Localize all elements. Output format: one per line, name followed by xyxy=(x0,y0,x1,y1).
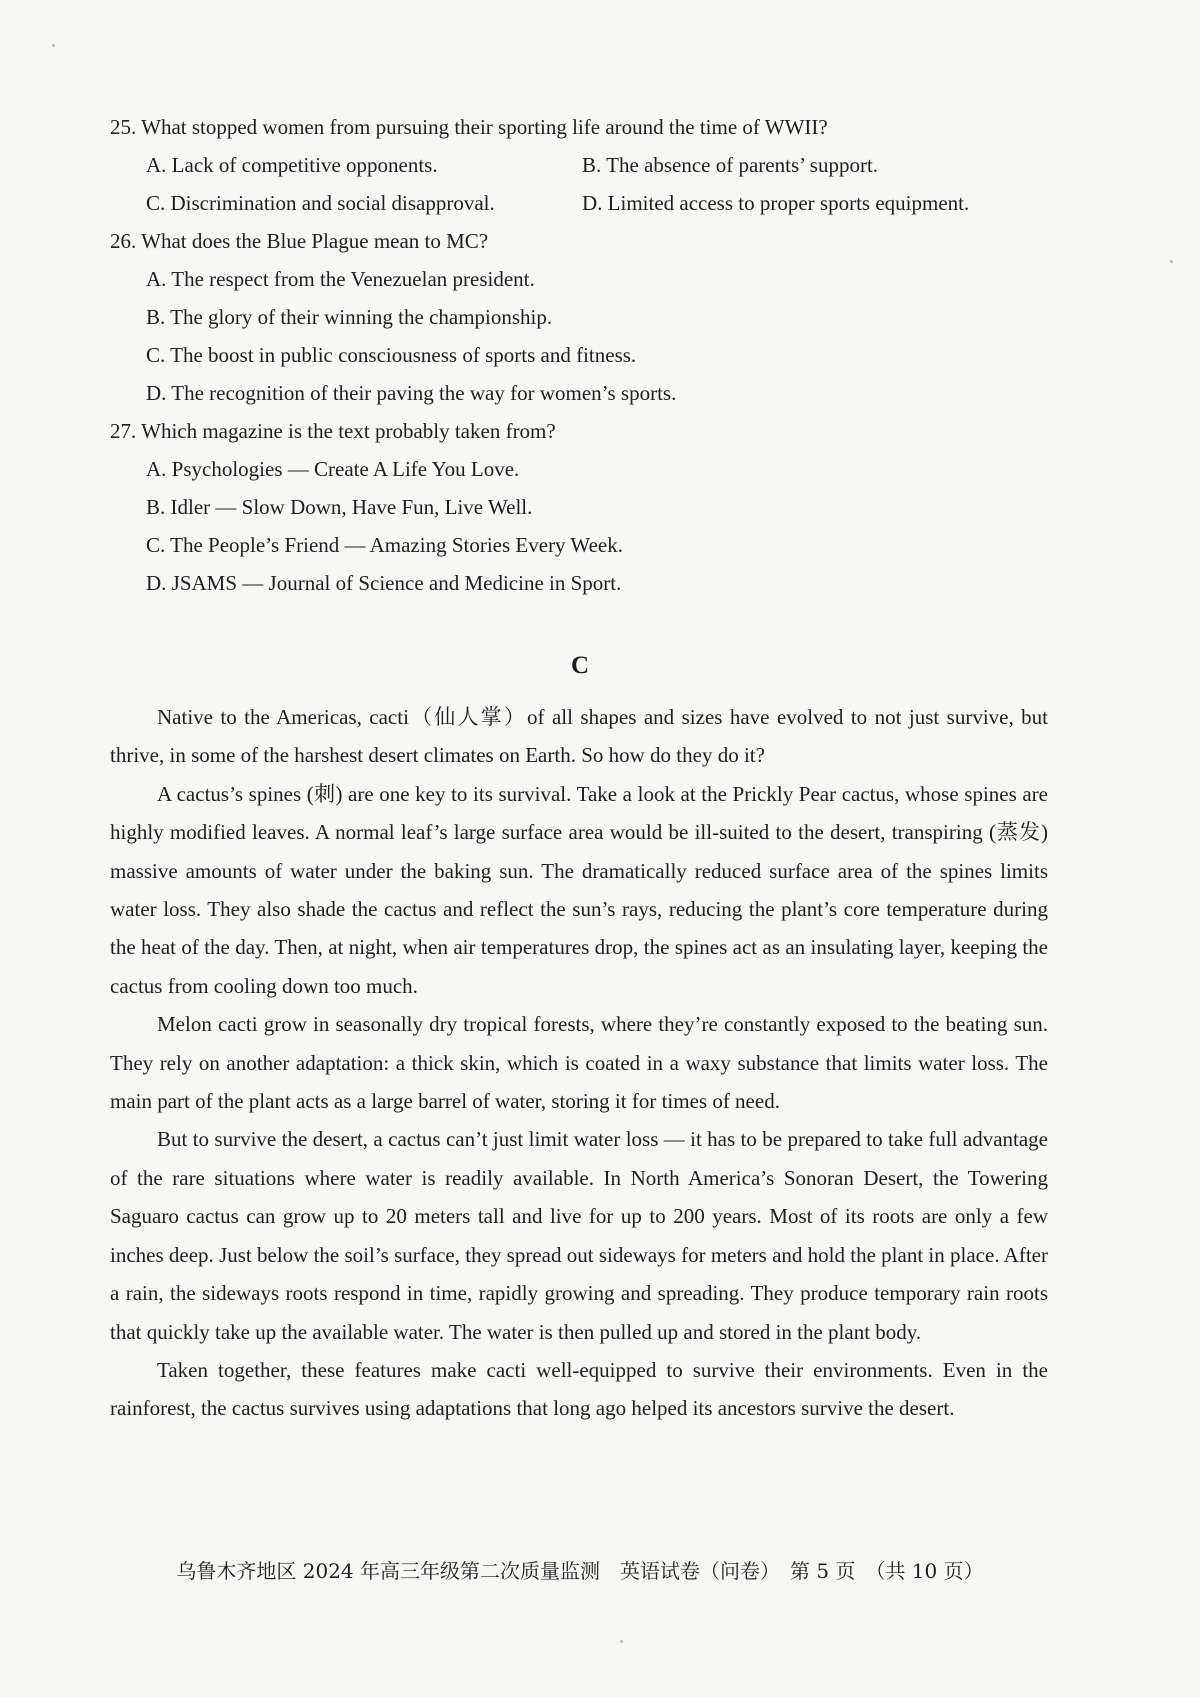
question-27-option-a: A. Psychologies — Create A Life You Love. xyxy=(146,457,520,481)
section-heading: C xyxy=(570,652,590,679)
question-26-option-c: C. The boost in public consciousness of sports and fitness. xyxy=(146,343,637,367)
scan-speck xyxy=(52,44,55,47)
question-27-option-b: B. Idler — Slow Down, Have Fun, Live Well. xyxy=(146,495,533,519)
question-26-option-d: D. The recognition of their paving the way for women’s sports. xyxy=(146,381,677,405)
question-27-option-c: C. The People’s Friend — Amazing Stories Every Week. xyxy=(146,533,623,557)
question-25-option-a: A. Lack of competitive opponents. xyxy=(146,153,438,177)
passage-paragraph: Melon cacti grow in seasonally dry tropical forests, where they’re constantly exposed to the beating sun. They rely on another adaptation: a thick skin, which is coated in a waxy substance that limits water loss. The main part of the plant acts as a large barrel of water, storing it for times of need. xyxy=(110,1012,1048,1114)
scan-speck xyxy=(1170,260,1173,263)
question-26-option-b: B. The glory of their winning the championship. xyxy=(146,305,553,329)
passage-paragraph: Taken together, these features make cacti well-equipped to survive their environments. Even in the rainforest, the cactus survives using adaptations that long ago helped its ancestors survive the desert. xyxy=(110,1357,1048,1421)
scan-speck xyxy=(620,1640,623,1643)
question-25-stem: 25. What stopped women from pursuing their sporting life around the time of WWII? xyxy=(110,115,828,139)
question-26-stem: 26. What does the Blue Plague mean to MC? xyxy=(110,229,489,253)
question-25-option-c: C. Discrimination and social disapproval. xyxy=(146,191,495,215)
passage-paragraph: But to survive the desert, a cactus can’t just limit water loss — it has to be prepared to take full advantage of the rare situations where water is readily available. In North America’s Sonoran Desert, the Towering Saguaro cactus can grow up to 20 meters tall and live for up to 200 years. Most of its roots are only a few inches deep. Just below the soil’s surface, they spread out sideways for meters and hold the plant in place. After a rain, the sideways roots respond in time, rapidly growing and spreading. They produce temporary rain roots that quickly take up the available water. The water is then pulled up and stored in the plant body. xyxy=(110,1127,1048,1344)
passage-paragraph: Native to the Americas, cacti（仙人掌）of all shapes and sizes have evolved to not just survive, but thrive, in some of the harshest desert climates on Earth. So how do they do it? xyxy=(110,705,1048,768)
question-25-option-b: B. The absence of parents’ support. xyxy=(582,153,879,177)
reading-passage xyxy=(110,698,1048,1428)
page-footer: 乌鲁木齐地区 2024 年高三年级第二次质量监测 英语试卷（问卷） 第 5 页 （共 10 页） xyxy=(176,1559,984,1583)
question-27-stem: 27. Which magazine is the text probably taken from? xyxy=(110,419,556,443)
passage-paragraph: A cactus’s spines (刺) are one key to its survival. Take a look at the Prickly Pear cactus, whose spines are highly modified leaves. A normal leaf’s large surface area would be ill-suited to the desert, transpiring (蒸发) massive amounts of water under the baking sun. The dramatically reduced surface area of the spines limits water loss. They also shade the cactus and reflect the sun’s rays, reducing the plant’s core temperature during the heat of the day. Then, at night, when air temperatures drop, the spines act as an insulating layer, keeping the cactus from cooling down too much. xyxy=(110,781,1048,998)
question-26-option-a: A. The respect from the Venezuelan president. xyxy=(146,267,535,291)
question-27-option-d: D. JSAMS — Journal of Science and Medicine in Sport. xyxy=(146,571,622,595)
question-25-option-d: D. Limited access to proper sports equipment. xyxy=(582,191,970,215)
